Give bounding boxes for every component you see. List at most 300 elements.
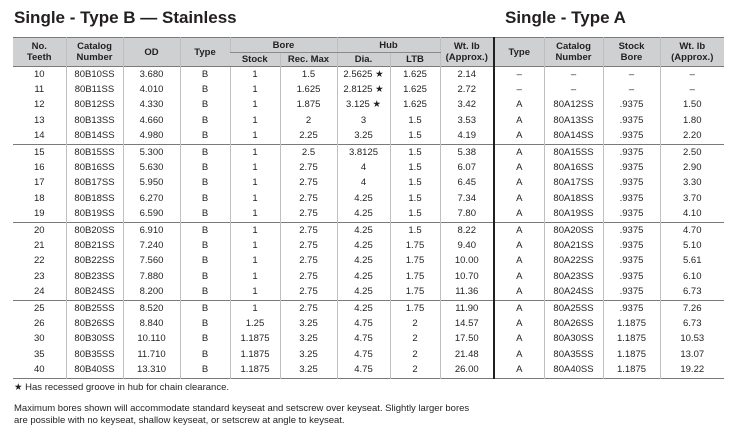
cell-od: 4.330 xyxy=(123,98,180,113)
cell-hub-ltb: 1.5 xyxy=(390,222,440,238)
cell-bore-rec-max: 3.25 xyxy=(280,347,337,362)
cell-od: 6.910 xyxy=(123,222,180,238)
cell-catalog-number: 80B26SS xyxy=(66,316,123,331)
cell-bore-rec-max: 2.75 xyxy=(280,284,337,300)
cell-bore-stock: 1 xyxy=(230,222,280,238)
header-hub-ltb: LTB xyxy=(390,53,440,67)
cell-a-type: A xyxy=(494,254,544,269)
cell-hub-ltb: 1.5 xyxy=(390,160,440,175)
table-row xyxy=(13,98,724,113)
cell-weight: 3.53 xyxy=(440,113,494,128)
cell-a-catalog-number: 80A14SS xyxy=(544,129,603,145)
cell-a-catalog-number: 80A24SS xyxy=(544,284,603,300)
header-weight: Wt. lb (Approx.) xyxy=(440,38,494,67)
cell-bore-stock: 1 xyxy=(230,238,280,253)
table-row xyxy=(13,144,724,160)
cell-no-teeth: 24 xyxy=(13,284,66,300)
cell-type: B xyxy=(180,316,230,331)
cell-catalog-number: 80B12SS xyxy=(66,98,123,113)
note-max-bores-line1: Maximum bores shown will accommodate standard keyseat and setscrew over keyseat. Slightly larger bores xyxy=(14,403,470,414)
cell-a-stock-bore: .9375 xyxy=(603,129,660,145)
cell-a-type: A xyxy=(494,300,544,316)
cell-hub-dia: 4.25 xyxy=(337,207,390,223)
cell-hub-ltb: 1.75 xyxy=(390,284,440,300)
header-bore-rec-max: Rec. Max xyxy=(280,53,337,67)
table-row xyxy=(13,191,724,206)
cell-hub-ltb: 2 xyxy=(390,347,440,362)
cell-catalog-number: 80B10SS xyxy=(66,67,123,83)
cell-catalog-number: 80B25SS xyxy=(66,300,123,316)
cell-bore-rec-max: 3.25 xyxy=(280,362,337,378)
cell-od: 8.200 xyxy=(123,284,180,300)
cell-hub-dia: 4 xyxy=(337,160,390,175)
cell-bore-stock: 1 xyxy=(230,67,280,83)
cell-hub-dia: 4.25 xyxy=(337,269,390,284)
cell-a-stock-bore: .9375 xyxy=(603,300,660,316)
cell-bore-rec-max: 1.875 xyxy=(280,98,337,113)
cell-a-catalog-number: 80A40SS xyxy=(544,362,603,378)
cell-type: B xyxy=(180,207,230,223)
cell-catalog-number: 80B13SS xyxy=(66,113,123,128)
cell-od: 3.680 xyxy=(123,67,180,83)
cell-a-catalog-number: 80A22SS xyxy=(544,254,603,269)
cell-no-teeth: 12 xyxy=(13,98,66,113)
cell-weight: 21.48 xyxy=(440,347,494,362)
cell-bore-rec-max: 2.75 xyxy=(280,254,337,269)
cell-a-weight: 5.61 xyxy=(660,254,724,269)
cell-no-teeth: 40 xyxy=(13,362,66,378)
cell-a-weight: 2.50 xyxy=(660,144,724,160)
title-type-b-stainless: Single - Type B — Stainless xyxy=(14,8,237,27)
cell-hub-ltb: 1.75 xyxy=(390,300,440,316)
cell-catalog-number: 80B19SS xyxy=(66,207,123,223)
cell-bore-rec-max: 2 xyxy=(280,113,337,128)
cell-hub-ltb: 1.5 xyxy=(390,176,440,191)
cell-catalog-number: 80B30SS xyxy=(66,332,123,347)
cell-weight: 11.90 xyxy=(440,300,494,316)
cell-a-weight: 4.10 xyxy=(660,207,724,223)
table-row xyxy=(13,332,724,347)
cell-a-type: A xyxy=(494,191,544,206)
cell-a-catalog-number: 80A19SS xyxy=(544,207,603,223)
cell-catalog-number: 80B18SS xyxy=(66,191,123,206)
cell-a-weight: 6.73 xyxy=(660,316,724,331)
cell-hub-ltb: 1.75 xyxy=(390,269,440,284)
cell-hub-ltb: 2 xyxy=(390,362,440,378)
cell-type: B xyxy=(180,332,230,347)
cell-type: B xyxy=(180,160,230,175)
cell-bore-stock: 1 xyxy=(230,98,280,113)
cell-hub-dia: 3.8125 xyxy=(337,144,390,160)
cell-a-stock-bore: – xyxy=(603,82,660,97)
cell-bore-rec-max: 3.25 xyxy=(280,316,337,331)
cell-no-teeth: 19 xyxy=(13,207,66,223)
cell-weight: 7.34 xyxy=(440,191,494,206)
cell-a-stock-bore: 1.1875 xyxy=(603,316,660,331)
table-row xyxy=(13,362,724,378)
cell-bore-stock: 1 xyxy=(230,300,280,316)
header-a-weight: Wt. lb (Approx.) xyxy=(660,38,724,67)
cell-hub-ltb: 1.5 xyxy=(390,144,440,160)
cell-bore-stock: 1 xyxy=(230,284,280,300)
cell-a-stock-bore: .9375 xyxy=(603,269,660,284)
cell-hub-dia: 2.5625 ★ xyxy=(337,67,390,83)
cell-a-catalog-number: 80A35SS xyxy=(544,347,603,362)
cell-a-catalog-number: 80A13SS xyxy=(544,113,603,128)
cell-hub-ltb: 1.5 xyxy=(390,191,440,206)
cell-type: B xyxy=(180,129,230,145)
cell-hub-ltb: 1.5 xyxy=(390,129,440,145)
cell-type: B xyxy=(180,300,230,316)
table-row xyxy=(13,82,724,97)
cell-a-catalog-number: – xyxy=(544,82,603,97)
header-od: OD xyxy=(123,38,180,67)
cell-od: 7.240 xyxy=(123,238,180,253)
cell-hub-dia: 3 xyxy=(337,113,390,128)
cell-od: 10.110 xyxy=(123,332,180,347)
header-no-teeth: No. Teeth xyxy=(13,38,66,67)
cell-type: B xyxy=(180,269,230,284)
cell-type: B xyxy=(180,347,230,362)
table-row xyxy=(13,67,724,83)
cell-a-catalog-number: 80A16SS xyxy=(544,160,603,175)
cell-catalog-number: 80B24SS xyxy=(66,284,123,300)
cell-bore-stock: 1 xyxy=(230,176,280,191)
cell-type: B xyxy=(180,113,230,128)
cell-a-stock-bore: – xyxy=(603,67,660,83)
cell-a-catalog-number: 80A20SS xyxy=(544,222,603,238)
cell-bore-stock: 1.25 xyxy=(230,316,280,331)
header-catalog-number: Catalog Number xyxy=(66,38,123,67)
cell-bore-stock: 1 xyxy=(230,82,280,97)
table-row xyxy=(13,113,724,128)
cell-a-stock-bore: .9375 xyxy=(603,98,660,113)
cell-type: B xyxy=(180,176,230,191)
cell-od: 11.710 xyxy=(123,347,180,362)
cell-weight: 4.19 xyxy=(440,129,494,145)
cell-bore-stock: 1 xyxy=(230,191,280,206)
cell-weight: 26.00 xyxy=(440,362,494,378)
cell-a-stock-bore: 1.1875 xyxy=(603,347,660,362)
cell-weight: 14.57 xyxy=(440,316,494,331)
cell-a-type: A xyxy=(494,176,544,191)
cell-a-weight: 6.10 xyxy=(660,269,724,284)
cell-a-type: A xyxy=(494,238,544,253)
cell-hub-dia: 4.25 xyxy=(337,238,390,253)
cell-a-weight: 1.80 xyxy=(660,113,724,128)
cell-a-weight: 1.50 xyxy=(660,98,724,113)
cell-a-catalog-number: 80A21SS xyxy=(544,238,603,253)
cell-a-catalog-number: – xyxy=(544,67,603,83)
cell-weight: 3.42 xyxy=(440,98,494,113)
cell-no-teeth: 22 xyxy=(13,254,66,269)
header-type: Type xyxy=(180,38,230,67)
cell-od: 5.300 xyxy=(123,144,180,160)
cell-catalog-number: 80B35SS xyxy=(66,347,123,362)
cell-a-stock-bore: .9375 xyxy=(603,176,660,191)
cell-a-stock-bore: .9375 xyxy=(603,222,660,238)
header-hub: Hub xyxy=(337,38,440,53)
cell-bore-stock: 1 xyxy=(230,144,280,160)
cell-hub-dia: 4.25 xyxy=(337,300,390,316)
cell-weight: 10.70 xyxy=(440,269,494,284)
cell-a-type: – xyxy=(494,82,544,97)
cell-a-catalog-number: 80A25SS xyxy=(544,300,603,316)
cell-type: B xyxy=(180,82,230,97)
cell-weight: 2.14 xyxy=(440,67,494,83)
cell-a-catalog-number: 80A26SS xyxy=(544,316,603,331)
table-row xyxy=(13,284,724,300)
cell-a-catalog-number: 80A15SS xyxy=(544,144,603,160)
cell-bore-rec-max: 2.25 xyxy=(280,129,337,145)
cell-a-stock-bore: 1.1875 xyxy=(603,362,660,378)
cell-a-type: A xyxy=(494,284,544,300)
cell-bore-rec-max: 2.75 xyxy=(280,238,337,253)
table-body xyxy=(13,67,724,379)
cell-type: B xyxy=(180,67,230,83)
table-row xyxy=(13,300,724,316)
cell-od: 4.660 xyxy=(123,113,180,128)
header-a-stock-bore: Stock Bore xyxy=(603,38,660,67)
cell-a-catalog-number: 80A30SS xyxy=(544,332,603,347)
cell-a-weight: 3.70 xyxy=(660,191,724,206)
note-max-bores-line2: are possible with no keyseat, shallow keyseat, or setscrew at angle to keyseat. xyxy=(14,415,345,426)
cell-hub-ltb: 1.75 xyxy=(390,254,440,269)
cell-no-teeth: 13 xyxy=(13,113,66,128)
cell-a-stock-bore: 1.1875 xyxy=(603,332,660,347)
cell-no-teeth: 23 xyxy=(13,269,66,284)
table-row xyxy=(13,129,724,145)
cell-a-stock-bore: .9375 xyxy=(603,144,660,160)
cell-hub-ltb: 1.625 xyxy=(390,98,440,113)
cell-hub-dia: 4.75 xyxy=(337,332,390,347)
cell-no-teeth: 16 xyxy=(13,160,66,175)
cell-a-type: A xyxy=(494,347,544,362)
cell-weight: 6.07 xyxy=(440,160,494,175)
cell-bore-stock: 1 xyxy=(230,269,280,284)
table-row xyxy=(13,269,724,284)
cell-od: 6.270 xyxy=(123,191,180,206)
table-row xyxy=(13,222,724,238)
cell-a-catalog-number: 80A18SS xyxy=(544,191,603,206)
cell-a-type: A xyxy=(494,98,544,113)
cell-a-type: A xyxy=(494,222,544,238)
cell-hub-ltb: 1.625 xyxy=(390,67,440,83)
cell-no-teeth: 25 xyxy=(13,300,66,316)
cell-hub-dia: 4.25 xyxy=(337,284,390,300)
cell-od: 7.560 xyxy=(123,254,180,269)
cell-no-teeth: 21 xyxy=(13,238,66,253)
cell-type: B xyxy=(180,254,230,269)
note-recessed-groove: ★ Has recessed groove in hub for chain clearance. xyxy=(14,382,229,393)
header-hub-dia: Dia. xyxy=(337,53,390,67)
cell-a-type: A xyxy=(494,144,544,160)
cell-no-teeth: 11 xyxy=(13,82,66,97)
cell-a-type: A xyxy=(494,113,544,128)
cell-hub-dia: 4.25 xyxy=(337,222,390,238)
cell-a-weight: 5.10 xyxy=(660,238,724,253)
cell-hub-dia: 4 xyxy=(337,176,390,191)
cell-no-teeth: 14 xyxy=(13,129,66,145)
cell-bore-rec-max: 2.75 xyxy=(280,269,337,284)
cell-a-weight: – xyxy=(660,82,724,97)
cell-type: B xyxy=(180,238,230,253)
title-type-a: Single - Type A xyxy=(505,8,626,27)
cell-hub-dia: 4.75 xyxy=(337,316,390,331)
cell-hub-ltb: 2 xyxy=(390,316,440,331)
cell-a-type: A xyxy=(494,207,544,223)
cell-od: 4.010 xyxy=(123,82,180,97)
cell-a-weight: 2.20 xyxy=(660,129,724,145)
cell-od: 8.840 xyxy=(123,316,180,331)
cell-a-type: A xyxy=(494,129,544,145)
cell-weight: 17.50 xyxy=(440,332,494,347)
cell-type: B xyxy=(180,98,230,113)
cell-weight: 8.22 xyxy=(440,222,494,238)
cell-bore-rec-max: 2.75 xyxy=(280,176,337,191)
cell-catalog-number: 80B16SS xyxy=(66,160,123,175)
cell-od: 13.310 xyxy=(123,362,180,378)
cell-catalog-number: 80B17SS xyxy=(66,176,123,191)
cell-catalog-number: 80B15SS xyxy=(66,144,123,160)
cell-a-weight: 4.70 xyxy=(660,222,724,238)
cell-bore-rec-max: 3.25 xyxy=(280,332,337,347)
cell-a-stock-bore: .9375 xyxy=(603,113,660,128)
cell-hub-dia: 2.8125 ★ xyxy=(337,82,390,97)
cell-no-teeth: 10 xyxy=(13,67,66,83)
cell-no-teeth: 30 xyxy=(13,332,66,347)
sprocket-spec-table xyxy=(13,37,724,379)
cell-type: B xyxy=(180,362,230,378)
cell-a-stock-bore: .9375 xyxy=(603,254,660,269)
cell-a-weight: 3.30 xyxy=(660,176,724,191)
table-row xyxy=(13,254,724,269)
cell-a-stock-bore: .9375 xyxy=(603,284,660,300)
cell-weight: 9.40 xyxy=(440,238,494,253)
cell-no-teeth: 18 xyxy=(13,191,66,206)
cell-a-weight: 7.26 xyxy=(660,300,724,316)
cell-hub-ltb: 1.5 xyxy=(390,207,440,223)
cell-hub-dia: 4.25 xyxy=(337,191,390,206)
cell-bore-stock: 1 xyxy=(230,113,280,128)
cell-hub-dia: 4.75 xyxy=(337,362,390,378)
cell-a-type: A xyxy=(494,362,544,378)
cell-bore-stock: 1 xyxy=(230,254,280,269)
cell-hub-ltb: 1.75 xyxy=(390,238,440,253)
cell-type: B xyxy=(180,222,230,238)
cell-no-teeth: 15 xyxy=(13,144,66,160)
table-row xyxy=(13,347,724,362)
cell-catalog-number: 80B22SS xyxy=(66,254,123,269)
cell-od: 8.520 xyxy=(123,300,180,316)
header-a-type: Type xyxy=(494,38,544,67)
cell-no-teeth: 20 xyxy=(13,222,66,238)
cell-hub-ltb: 1.5 xyxy=(390,113,440,128)
cell-a-weight: – xyxy=(660,67,724,83)
cell-type: B xyxy=(180,144,230,160)
cell-weight: 5.38 xyxy=(440,144,494,160)
cell-no-teeth: 26 xyxy=(13,316,66,331)
cell-bore-rec-max: 2.75 xyxy=(280,207,337,223)
cell-weight: 6.45 xyxy=(440,176,494,191)
cell-hub-dia: 4.25 xyxy=(337,254,390,269)
table-row xyxy=(13,160,724,175)
cell-bore-stock: 1 xyxy=(230,160,280,175)
cell-od: 5.950 xyxy=(123,176,180,191)
cell-od: 7.880 xyxy=(123,269,180,284)
cell-bore-stock: 1 xyxy=(230,129,280,145)
cell-bore-stock: 1 xyxy=(230,207,280,223)
cell-no-teeth: 17 xyxy=(13,176,66,191)
cell-weight: 10.00 xyxy=(440,254,494,269)
cell-hub-ltb: 1.625 xyxy=(390,82,440,97)
header-bore: Bore xyxy=(230,38,337,53)
cell-bore-stock: 1.1875 xyxy=(230,362,280,378)
cell-a-catalog-number: 80A23SS xyxy=(544,269,603,284)
cell-type: B xyxy=(180,191,230,206)
cell-hub-dia: 3.25 xyxy=(337,129,390,145)
cell-a-stock-bore: .9375 xyxy=(603,207,660,223)
cell-bore-rec-max: 2.75 xyxy=(280,160,337,175)
cell-bore-rec-max: 2.75 xyxy=(280,222,337,238)
cell-catalog-number: 80B20SS xyxy=(66,222,123,238)
cell-od: 4.980 xyxy=(123,129,180,145)
cell-weight: 7.80 xyxy=(440,207,494,223)
header-a-catalog-number: Catalog Number xyxy=(544,38,603,67)
cell-hub-dia: 3.125 ★ xyxy=(337,98,390,113)
cell-type: B xyxy=(180,284,230,300)
cell-a-catalog-number: 80A12SS xyxy=(544,98,603,113)
cell-bore-stock: 1.1875 xyxy=(230,347,280,362)
cell-a-type: A xyxy=(494,316,544,331)
cell-a-type: – xyxy=(494,67,544,83)
cell-a-weight: 6.73 xyxy=(660,284,724,300)
cell-a-stock-bore: .9375 xyxy=(603,191,660,206)
cell-bore-rec-max: 1.625 xyxy=(280,82,337,97)
table-row xyxy=(13,176,724,191)
cell-a-type: A xyxy=(494,269,544,284)
table-row xyxy=(13,207,724,223)
cell-hub-ltb: 2 xyxy=(390,332,440,347)
cell-a-type: A xyxy=(494,160,544,175)
cell-weight: 2.72 xyxy=(440,82,494,97)
cell-a-stock-bore: .9375 xyxy=(603,238,660,253)
cell-catalog-number: 80B40SS xyxy=(66,362,123,378)
cell-hub-dia: 4.75 xyxy=(337,347,390,362)
cell-a-weight: 2.90 xyxy=(660,160,724,175)
cell-catalog-number: 80B21SS xyxy=(66,238,123,253)
cell-a-weight: 19.22 xyxy=(660,362,724,378)
cell-a-weight: 10.53 xyxy=(660,332,724,347)
header-bore-stock: Stock xyxy=(230,53,280,67)
table-row xyxy=(13,238,724,253)
cell-bore-rec-max: 2.5 xyxy=(280,144,337,160)
cell-bore-rec-max: 1.5 xyxy=(280,67,337,83)
cell-bore-stock: 1.1875 xyxy=(230,332,280,347)
cell-a-catalog-number: 80A17SS xyxy=(544,176,603,191)
cell-catalog-number: 80B14SS xyxy=(66,129,123,145)
cell-od: 6.590 xyxy=(123,207,180,223)
cell-catalog-number: 80B23SS xyxy=(66,269,123,284)
cell-weight: 11.36 xyxy=(440,284,494,300)
cell-a-stock-bore: .9375 xyxy=(603,160,660,175)
cell-catalog-number: 80B11SS xyxy=(66,82,123,97)
cell-bore-rec-max: 2.75 xyxy=(280,300,337,316)
cell-od: 5.630 xyxy=(123,160,180,175)
table-row xyxy=(13,316,724,331)
cell-a-type: A xyxy=(494,332,544,347)
cell-bore-rec-max: 2.75 xyxy=(280,191,337,206)
